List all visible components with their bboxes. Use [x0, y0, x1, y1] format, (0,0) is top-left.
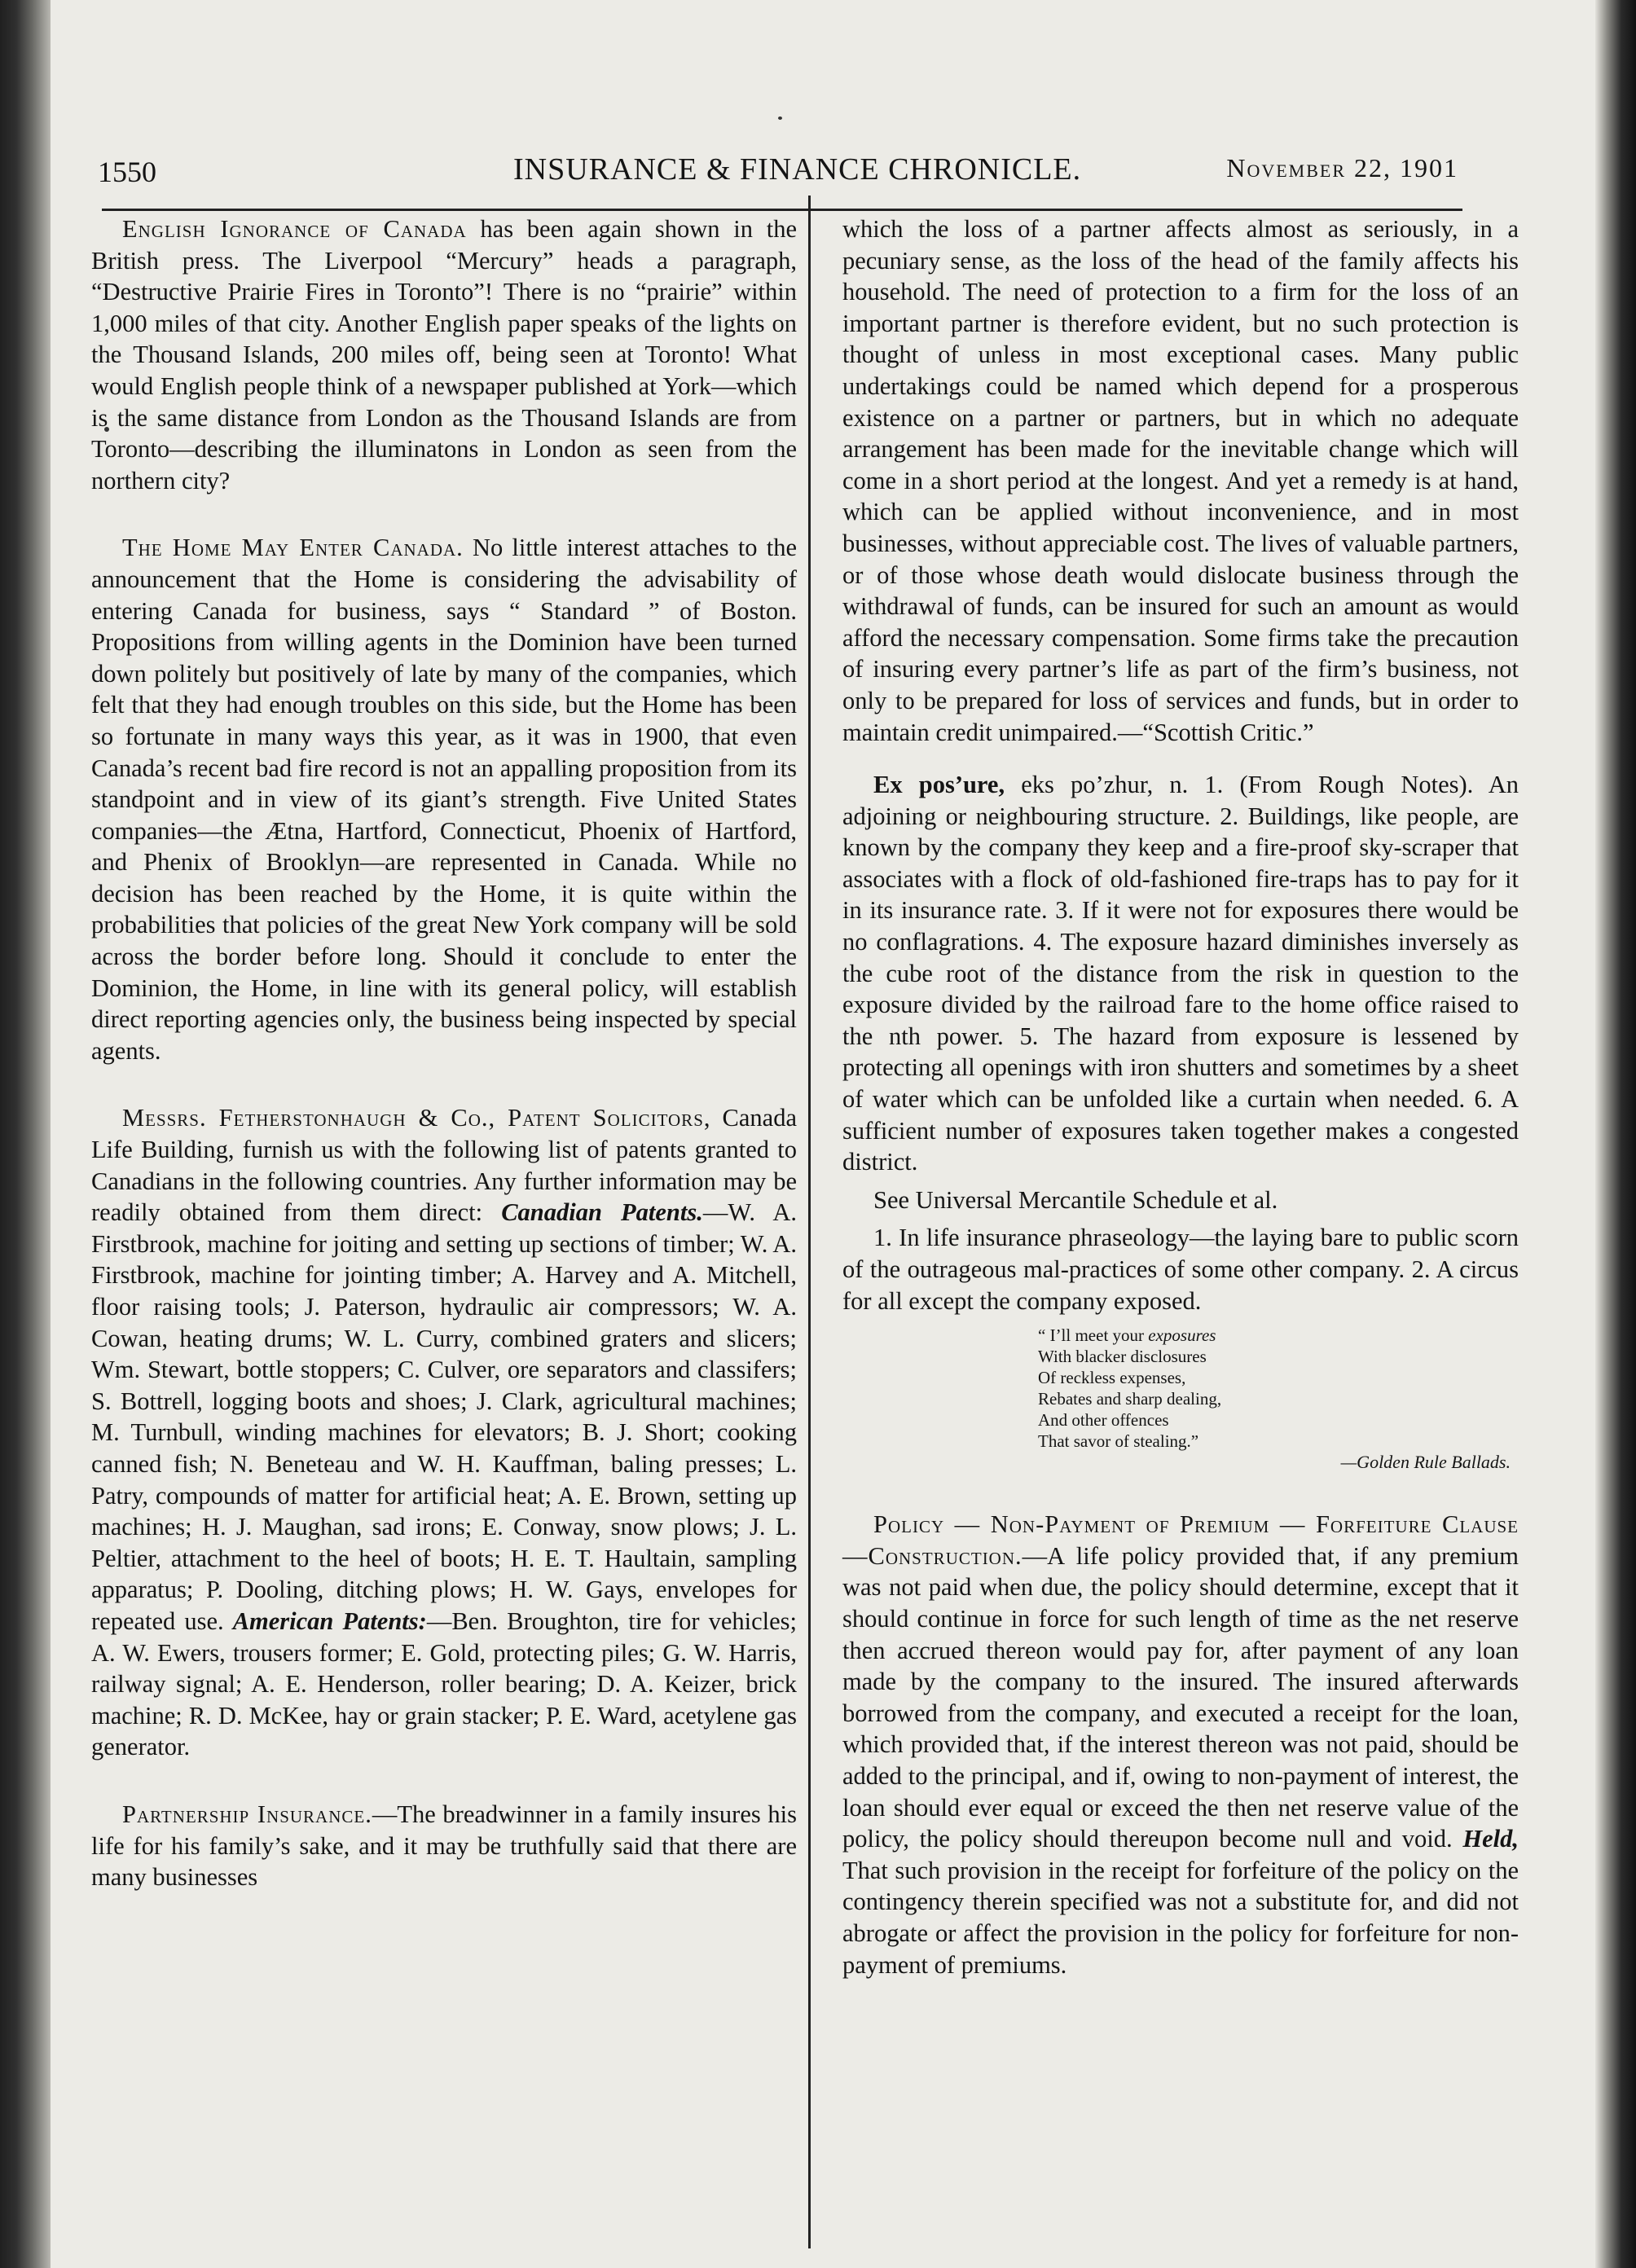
page-edge-left — [0, 0, 51, 2268]
page-number: 1550 — [98, 156, 156, 188]
exposure-body: eks po’zhur, n. 1. (From Rough Notes). An adjoining or neighbouring structure. 2. Buildings, like people, are known by the company they keep and a fire-proof sky-scraper that associates with a flock of old-fashioned fire-traps has to pay for it in its insurance rate. 3. If it were not for exposures there would be no conflagrations. 4. The exposure hazard diminishes inversely as the cube root of the distance from the risk in question to the exposure divided by the railroad fare to the home office raised to the nth power. 5. The hazard from exposure is lessened by protecting all openings with iron shutters and sometimes by a sheet of water which can be unfolded like a curtain when needed. 6. A sufficient number of exposures taken together makes a congested district. — [842, 771, 1519, 1176]
article-heading: The Home May Enter Canada. — [122, 534, 464, 562]
article-heading: Messrs. Fetherstonhaugh & Co., Patent Solicitors, — [122, 1104, 711, 1132]
poem-line: Rebates and sharp dealing, — [1038, 1389, 1222, 1409]
american-patents-list: —Ben. Broughton, tire for vehicles; A. W. Ewers, trousers former; E. Gold, protecting piles; G. W. Harris, railway signal; A. E. Henderson, roller bearing; D. A. Keizer, brick machine; R. D. McKee, hay or grain stacker; P. E. Ward, acetylene gas generator. — [91, 1606, 798, 1761]
article-partnership-continued: which the loss of a partner affects almost as seriously, in a pecuniary sense, as the loss of the head of the family affects his household. The need of protection to a firm for the loss of an important partner is therefore evident, but no such protection is thought of unless in most exceptional cases. Many public undertakings could be named which depend for a prosperous existence on a partner or partners, but in which no adequate arrangement has been made for the inevitable change which will come in a short period at the longest. And yet a remedy is at hand, which can be applied without inconvenience, and in most businesses, without appreciable cost. The lives of valuable partners, or of those whose death would dislocate business through the withdrawal of funds, can be insured for such an amount as would afford the necessary compensation. Some firms take the precaution of insuring every partner’s life as part of the firm’s business, not only to be prepared for loss of services and funds, but in order to maintain credit unimpaired.—“Scottish Critic.” — [842, 215, 1519, 746]
column-rule — [808, 196, 811, 2248]
article-body: —The breadwinner in a family insures his life for his family’s sake, and it may be truthfully said that there are many businesses — [91, 1800, 797, 1892]
article-heading: Policy — Non-Payment of Premium — Forfeiture Clause—Construction. — [842, 1510, 1519, 1570]
header-rule — [102, 209, 1462, 211]
article-body: Canada Life Building, furnish us with the following list of patents granted to Canadians in the following countries. Any further information may be readily obtained from them direct: — [91, 1104, 797, 1227]
article-heading: Partnership Insurance. — [122, 1800, 372, 1828]
article-english-ignorance — [91, 213, 797, 496]
article-heading: English Ignorance of Canada — [122, 215, 467, 243]
page-header — [98, 137, 1458, 186]
poem-line: That savor of stealing.” — [1038, 1431, 1199, 1452]
poem-attribution: —Golden Rule Ballads. — [1340, 1452, 1511, 1473]
article-body: No little interest attaches to the announcement that the Home is considering the advisability of entering Canada for business, says “ Standard ” of Boston. Propositions from willing agents in the Dominion have been turned down politely but positively of late by many of the companies, which felt that they had enough troubles on this side, but the Home has been so fortunate in many ways this year, as it was in 1900, that even Canada’s recent bad fire record is not an appalling proposition from its standpoint and in view of its giant’s strength. Five United States companies—the Ætna, Hartford, Connecticut, Phoenix of Hartford, and Phenix of Brooklyn—are represented in Canada. While no decision has been reached by the Home, it is quite within the probabilities that policies of the great New York company will be sold across the border before long. Should it conclude to enter the Dominion, the Home, in line with its general policy, will establish direct reporting agencies only, the business being inspected by special agents. — [91, 534, 797, 1065]
article-exposure — [842, 769, 1519, 1178]
poem-line: And other offences — [1038, 1410, 1169, 1431]
article-patents — [91, 1102, 797, 1762]
exposure-life-definition: 1. In life insurance phraseology—the laying bare to public scorn of the outrageous mal-practices of some other company. 2. A circus for all except the company exposed. — [842, 1224, 1519, 1315]
poem-line: With blacker disclosures — [1038, 1347, 1207, 1367]
right-column — [842, 213, 1519, 2016]
canadian-patents-label: Canadian Patents. — [501, 1198, 703, 1227]
article-policy — [842, 1509, 1519, 1980]
poem-line: Of reckless expenses, — [1038, 1368, 1186, 1388]
held-body: That such provision in the receipt for forfeiture of the policy on the contingency therein specified was not a substitute for, and did not abrogate or affect the provision in the policy for forfeiture for non-payment of premiums. — [842, 1856, 1519, 1979]
held-label: Held, — [1462, 1825, 1519, 1853]
canadian-patents-list: —W. A. Firstbrook, machine for joiting and setting up sections of timber; W. A. Firstbrook, machine for jointing timber; A. Harvey and A. Mitchell, floor raising tools; J. Paterson, hydraulic air compressors; W. A. Cowan, heating drums; W. L. Curry, combined graters and slicers; Wm. Stewart, bottle stoppers; C. Culver, ore separators and classifers; S. Bottrell, logging boots and shoes; J. Clark, agricultural machines; M. Turnbull, winding machines for elevators; B. J. Short; cooking canned fish; N. Beneteau and W. H. Kauffman, baling presses; L. Patry, compounds of matter for artificial heat; A. E. Brown, setting up machines; H. J. Maughan, sad irons; E. Conway, snow plows; J. L. Peltier, attachment to the heel of boots; H. E. T. Haultain, sampling apparatus; P. Dooling, ditching plows; H. W. Gays, envelopes for repeated use. — [91, 1198, 797, 1635]
issue-date: November 22, 1901 — [1226, 153, 1458, 182]
left-column — [91, 213, 797, 1929]
article-partnership — [91, 1799, 797, 1893]
page-edge-right — [1595, 0, 1636, 2268]
journal-title: INSURANCE & FINANCE CHRONICLE. — [513, 152, 1082, 187]
poem — [1038, 1325, 1519, 1473]
exposure-headword: Ex pos’ure, — [873, 771, 1005, 799]
poem-line: “ I’ll meet your exposures — [1038, 1325, 1216, 1346]
print-speck — [778, 116, 782, 120]
exposure-see-also: See Universal Mercantile Schedule et al. — [873, 1185, 1278, 1214]
article-body: has been again shown in the British press. The Liverpool “Mercury” heads a paragraph, “Destructive Prairie Fires in Toronto”! There is no “prairie” within 1,000 miles of that city. Another English paper speaks of the lights on the Thousand Islands, 200 miles off, being seen at Toronto! What would English people think of a newspaper published at York—which is the same distance from London as the Thousand Islands are from Toronto—describing the illuminatons in London as seen from the northern city? — [91, 215, 797, 494]
article-home-canada — [91, 532, 797, 1066]
american-patents-label: American Patents: — [232, 1606, 427, 1635]
article-body: —A life policy provided that, if any premium was not paid when due, the policy should determine, except that it should continue in force for such length of time as the net reserve then accrued thereon would pay for, after payment of any loan made by the company to the insured. The insured afterwards borrowed from the company, and executed a receipt for the loan, which provided that, if the interest thereon was not paid, should be added to the principal, and if, owing to non-payment of interest, the loan should ever equal or exceed the then net reserve value of the policy, the policy should thereupon become null and void. — [842, 1541, 1519, 1853]
